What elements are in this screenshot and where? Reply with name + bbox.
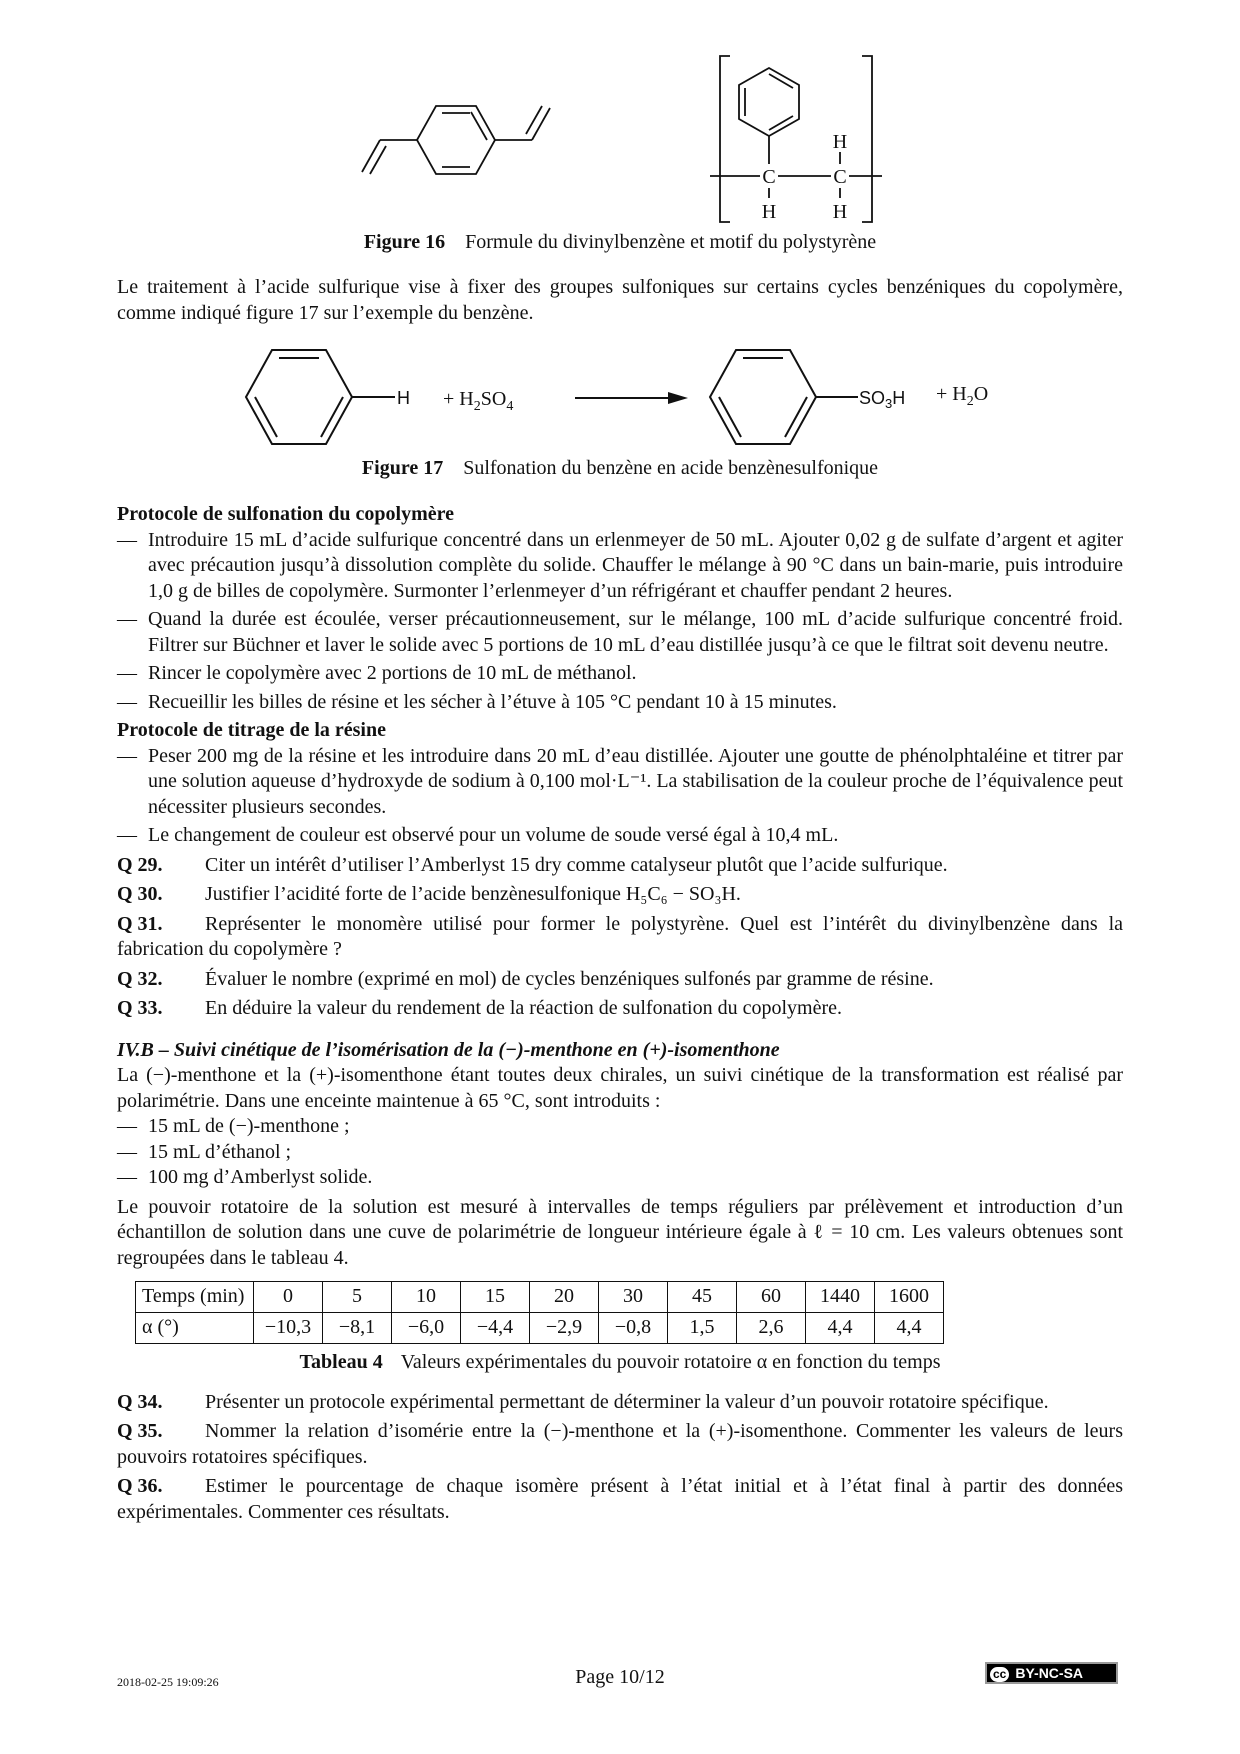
table-cell: 2,6 [737,1313,806,1344]
row-header: α (°) [136,1313,254,1344]
question-30: Q 30. Justifier l’acidité forte de l’acide benzènesulfonique H₅C₆ − SO₃H. [117,883,741,905]
list-item: — 15 mL de (−)-menthone ; [117,1115,350,1137]
table-cell: 5 [323,1282,392,1313]
figure-17-reaction [0,330,1240,455]
table-cell: 0 [254,1282,323,1313]
figure-16-structures [0,0,1240,235]
page-number: Page 10/12 [575,1666,665,1688]
divinylbenzene-structure [362,106,550,174]
reaction-arrow [575,392,688,404]
section-ivb-heading: IV.B – Suivi cinétique de l’isomérisation de la (−)-menthone en (+)-isomenthone [117,1038,780,1061]
question-29: Q 29. Citer un intérêt d’utiliser l’Amberlyst 15 dry comme catalyseur plutôt que l’acide sulfurique. [117,853,948,876]
question-32: Q 32. Évaluer le nombre (exprimé en mol) de cycles benzéniques sulfonés par gramme de résine. [117,967,934,990]
hydrogen-atom-label: H [761,201,777,223]
table-cell: 1600 [875,1282,944,1313]
table-cell: 1,5 [668,1313,737,1344]
question-33: Q 33. En déduire la valeur du rendement de la réaction de sulfonation du copolymère. [117,997,842,1019]
hydrogen-atom-label: H [832,201,848,223]
sulfonic-group-label: $SO_3H$ [859,388,906,411]
hydrogen-label: H [397,388,410,408]
list-item: — Quand la durée est écoulée, verser précautionneusement, sur le mélange, 100 mL d’acide sulfurique concentré froid. Filtrer sur Büchner et laver le solide avec 5 portions de 10 mL d’eau distillée jusqu’à ce que le filtrat soit devenu neutre. [117,608,1123,656]
list-item: — Recueillir les billes de résine et les sécher à l’étuve à 105 °C pendant 10 à 15 minutes. [117,690,837,713]
list-item: — Le changement de couleur est observé pour un volume de soude versé égal à 10,4 mL. [117,824,839,846]
question-31: Q 31. Représenter le monomère utilisé pour former le polystyrène. Quel est l’intérêt du divinylbenzène dans la fabrication du copolymère ? [117,912,1123,960]
carbon-atom-label: C [833,166,847,188]
polystyrene-motif [710,56,882,223]
figure-label: Figure 17 [361,457,444,479]
list-item: — Rincer le copolymère avec 2 portions de 10 mL de méthanol. [117,662,637,684]
table-cell: −8,1 [323,1313,392,1344]
table-cell: −10,3 [254,1313,323,1344]
table-cell: −6,0 [392,1313,461,1344]
row-header: Temps (min) [136,1282,254,1313]
list-item: — 15 mL d’éthanol ; [117,1140,292,1163]
table-cell: −4,4 [461,1313,530,1344]
caption-text: Sulfonation du benzène en acide benzènesulfonique [463,457,879,479]
water-label: + $H_2O$ [936,383,989,409]
figure-label: Figure 16 [363,231,446,253]
table-cell: −0,8 [599,1313,668,1344]
footer-timestamp: 2018-02-25 19:09:26 [117,1675,219,1689]
table-cell: 45 [668,1282,737,1313]
question-35: Q 35. Nommer la relation d’isomérie entre la (−)-menthone et la (+)-isomenthone. Commenter les valeurs de leurs pouvoirs rotatoires spécifiques. [117,1420,1123,1468]
benzenesulfonic-acid-ring [710,350,858,444]
figure-16-caption [0,230,1240,256]
table-4 [135,1281,944,1344]
table-cell: 15 [461,1282,530,1313]
list-item: — Introduire 15 mL d’acide sulfurique concentré dans un erlenmeyer de 50 mL. Ajouter 0,02 g de sulfate d’argent et agiter avec précaution jusqu’à dissolution complète du solide. Chauffer le mélange à 90 °C dans un bain-marie, puis introduire 1,0 g de billes de copolymère. Surmonter l’erlenmeyer d’un réfrigérant et chauffer pendant 2 heures. [117,528,1123,602]
table-row-alpha [136,1313,944,1344]
list-item: — 100 mg d’Amberlyst solide. [117,1166,373,1188]
table-cell: 4,4 [806,1313,875,1344]
table-row-time [136,1282,944,1313]
table-cell: 20 [530,1282,599,1313]
section-ivb-paragraph: Le pouvoir rotatoire de la solution est mesuré à intervalles de temps réguliers par prélèvement et introduction d’un échantillon de solution dans une cuve de polarimétrie de longueur intérieure égale à ℓ = 10 cm. Les valeurs obtenues sont regroupées dans le tableau 4. [117,1195,1123,1269]
section-ivb-intro: La (−)-menthone et la (+)-isomenthone étant toutes deux chirales, un suivi cinétique de la transformation est réalisé par polarimétrie. Dans une enceinte maintenue à 65 °C, sont introduits : [117,1064,1123,1112]
intro-paragraph: Le traitement à l’acide sulfurique vise à fixer des groupes sulfoniques sur certains cycles benzéniques du copolymère, comme indiqué figure 17 sur l’exemple du benzène. [117,276,1123,324]
table-4-caption: Tableau 4 Valeurs expérimentales du pouvoir rotatoire α en fonction du temps [299,1351,941,1373]
carbon-atom-label: C [762,166,776,188]
figure-17-caption [0,456,1240,482]
table-cell: 10 [392,1282,461,1313]
titration-protocol-heading: Protocole de titrage de la résine [117,719,386,741]
table-cell: 60 [737,1282,806,1313]
question-34: Q 34. Présenter un protocole expérimental permettant de déterminer la valeur d’un pouvoir rotatoire spécifique. [117,1390,1049,1413]
hydrogen-atom-label: H [832,131,848,153]
question-36: Q 36. Estimer le pourcentage de chaque isomère présent à l’état initial et à l’état final à partir des données expérimentales. Commenter ces résultats. [117,1475,1123,1523]
license-badge: cc BY-NC-SA [985,1662,1118,1684]
benzene-ring [246,350,395,444]
cc-icon: cc [990,1667,1009,1682]
table-cell: 1440 [806,1282,875,1313]
list-item: — Peser 200 mg de la résine et les introduire dans 20 mL d’eau distillée. Ajouter une goutte de phénolphtaléine et titrer par une solution aqueuse d’hydroxyde de sodium à 0,100 mol·L⁻¹. La stabilisation de la couleur proche de l’équivalence peut nécessiter plusieurs secondes. [117,744,1123,818]
sulfonation-protocol-heading: Protocole de sulfonation du copolymère [117,503,455,525]
table-cell: 30 [599,1282,668,1313]
sulfuric-acid-label: + $H_2SO_4$ [443,388,514,414]
table-cell: 4,4 [875,1313,944,1344]
table-cell: −2,9 [530,1313,599,1344]
caption-text: Formule du divinylbenzène et motif du polystyrène [465,231,877,253]
main-text [117,500,1123,1525]
